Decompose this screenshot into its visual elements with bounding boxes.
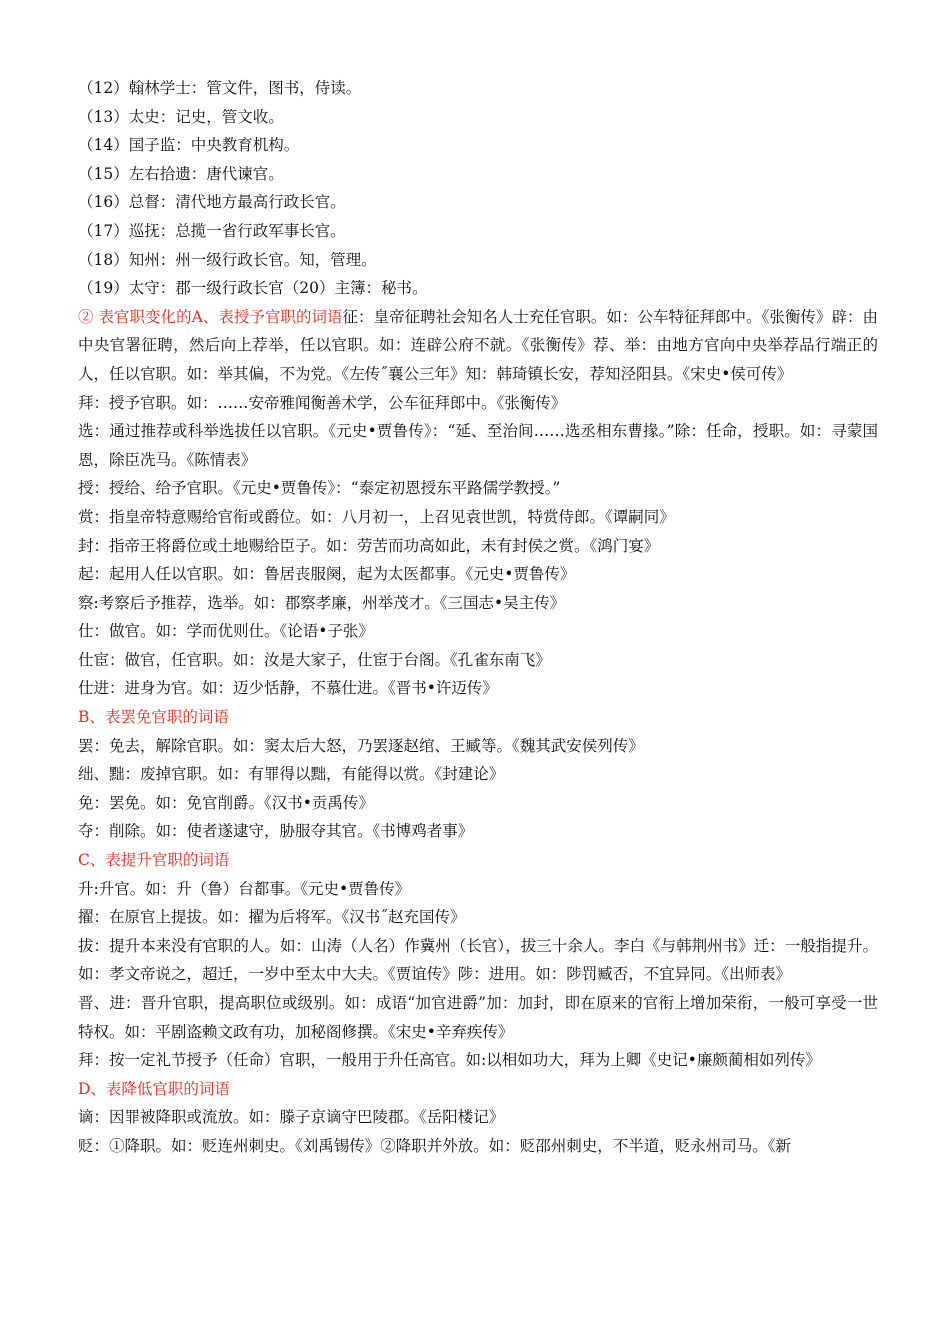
entry-bai: 拜：授予官职。如：……安帝雅闻衡善术学，公车征拜郎中。《张衡传》 (78, 393, 567, 412)
list-item-13: （13）太史：记史，管文收。 (78, 107, 284, 126)
entry-zhe: 谪：因罪被降职或流放。如：滕子京谪守巴陵郡。《岳阳楼记》 (78, 1108, 505, 1127)
entry-shi: 仕：做官。如：学而优则仕。《论语•子张》 (78, 622, 374, 641)
entry-duo: 夺：削除。如：使者遂逮守，胁服夺其官。《书博鸡者事》 (78, 822, 474, 841)
entry-zhuo: 擢：在原官上提拔。如：擢为后将军。《汉书˝赵充国传》 (78, 908, 466, 927)
entry-mian: 免：罢免。如：免官削爵。《汉书•贡禹传》 (78, 793, 374, 812)
section-a-text: 征：皇帝征聘社会知名人士充任官职。如：公车特征拜郎中。《张衡传》辟：由中央官署征聘，然后向上荐举，任以官职。如：连辟公府不就。《张衡传》荐、举：由地方官向中央举荐品行端正的人，任以官职。如：举其偏，不为党。《左传˝襄公三年》知：韩琦镇长安，荐知泾阳县。《宋史•侯可传》 (78, 307, 878, 383)
list-item-18: （18）知州：州一级行政长官。知，管理。 (78, 250, 377, 269)
entry-badu: 拔：提升本来没有官职的人。如：山涛（人名）作冀州（长官），拔三十余人。李白《与韩荆州书》迁：一般指提升。如：孝文帝说之，超迁，一岁中至太中大夫。《贾谊传》陟：进用。如：陟罚臧否，不宜异同。《出师表》 (78, 936, 878, 984)
entry-feng: 封：指帝王将爵位或土地赐给臣子。如：劳苦而功高如此，未有封侯之赏。《鸿门宴》 (78, 536, 660, 555)
section-d-heading: D、表降低官职的词语 (78, 1079, 230, 1098)
section-b-heading: B、表罢免官职的词语 (78, 708, 229, 727)
list-item-14: （14）国子监：中央教育机构。 (78, 136, 300, 155)
list-item-16: （16）总督：清代地方最高行政长官。 (78, 193, 346, 212)
entry-cha: 察:考察后予推荐，选举。如：郡察孝廉，州举茂才。《三国志•吴主传》 (78, 593, 566, 612)
entry-shijin: 仕进：进身为官。如：迈少恬静，不慕仕进。《晋书•许迈传》 (78, 679, 498, 698)
entry-sheng: 升:升官。如：升（鲁）台都事。《元史•贾鲁传》 (78, 879, 411, 898)
section-c-heading: C、表提升官职的词语 (78, 851, 230, 870)
list-item-15: （15）左右拾遗：唐代谏官。 (78, 164, 284, 183)
section-a-paragraph (78, 303, 878, 389)
entry-ba: 罢：免去，解除官职。如：窦太后大怒，乃罢逐赵绾、王臧等。《魏其武安侯列传》 (78, 736, 644, 755)
entry-shang: 赏：指皇帝特意赐给官衔或爵位。如：八月初一，上召见袁世凯，特赏侍郎。《谭嗣同》 (78, 507, 675, 526)
entry-jin: 晋、进：晋升官职，提高职位或级别。如：成语“加官进爵”加：加封，即在原来的官衔上增加荣衔，一般可享受一世特权。如：平剧盗赖文政有功，加秘阁修撰。《宋史•辛弃疾传》 (78, 994, 878, 1041)
entry-xuan: 选：通过推荐或科举选拔任以官职。《元史•贾鲁传》：“延、至治间……选丞相东曹掾。”除：任命，授职。如：寻蒙国恩，除臣冼马。《陈情表》 (78, 422, 878, 469)
document-page (78, 74, 878, 1161)
entry-qi: 起：起用人任以官职。如：鲁居丧服阕，起为太医都事。《元史•贾鲁传》 (78, 565, 576, 584)
list-item-12: （12）翰林学士：管文件，图书，侍读。 (78, 79, 362, 97)
section-a-heading: ② 表官职变化的A、表授予官职的词语 (78, 307, 343, 326)
list-item-17: （17）巡抚：总揽一省行政军事长官。 (78, 221, 346, 240)
list-item-19: （19）太守：郡一级行政长官（20）主簿：秘书。 (78, 279, 428, 298)
entry-bai-promote: 拜：按一定礼节授予（任命）官职，一般用于升任高官。如:以相如功大，拜为上卿《史记•廉颇蔺相如列传》 (78, 1051, 821, 1070)
entry-shihuan: 仕宦：做官，任官职。如：汝是大家子，仕宦于台阁。《孔雀东南飞》 (78, 650, 551, 669)
entry-shou: 授：授给、给予官职。《元史•贾鲁传》：“泰定初恩授东平路儒学教授。” (78, 479, 561, 498)
entry-chu: 绌、黜：废掉官职。如：有罪得以黜，有能得以赏。《封建论》 (78, 765, 505, 784)
entry-bian: 贬：①降职。如：贬连州刺史。《刘禹锡传》②降职并外放。如：贬邵州刺史，不半道，贬永州司马。《新 (78, 1136, 792, 1155)
